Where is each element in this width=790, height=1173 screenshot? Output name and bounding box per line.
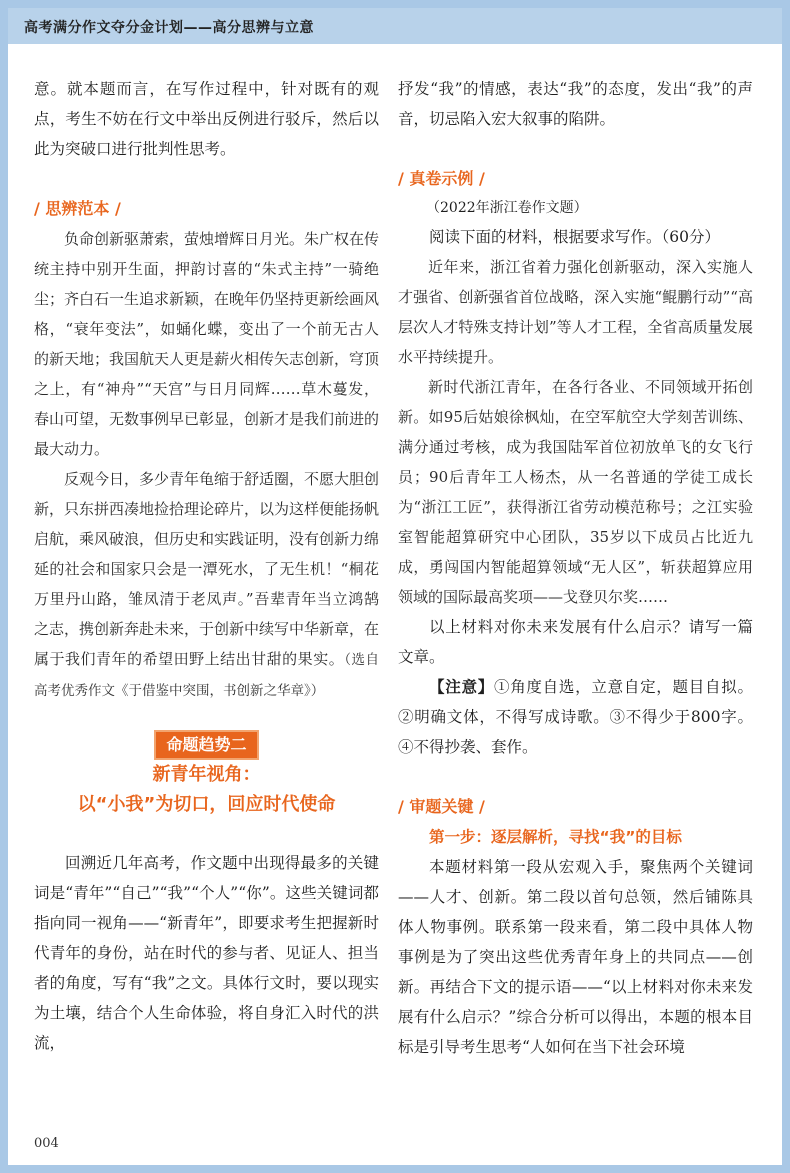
exam-name: （2022年浙江卷作文题）: [426, 200, 588, 216]
section-heading-real: / 真卷示例 /: [398, 169, 485, 188]
note-label: 【注意】: [429, 678, 494, 696]
analysis-paragraph: 本题材料第一段从宏观入手，聚焦两个关键词——人才、创新。第二段以首句总领，然后铺陈具体人物事例。联系第一段来看，第二段中具体人物事例是为了突出这些优秀青年身上的共同点——创新。再结合下文的提示语——“以上材料对你未来发展有什么启示？”综合分析可以得出，本题的根本目标是引导考生思考“人如何在当下社会环境: [398, 858, 753, 1056]
step-one-heading: 第一步：逐层解析，寻找“我”的目标: [429, 828, 682, 846]
exam-notes: [398, 672, 753, 762]
right-column: [398, 74, 753, 1062]
exam-instruction: 阅读下面的材料，根据要求写作。（60分）: [429, 228, 720, 246]
page: [8, 8, 782, 1165]
trend-title-line-1: 新青年视角：: [152, 764, 261, 785]
right-intro: 抒发“我”的情感，表达“我”的态度，发出“我”的声音，切忌陷入宏大叙事的陷阱。: [398, 80, 753, 128]
exam-question: 以上材料对你未来发展有什么启示？请写一篇文章。: [398, 618, 753, 666]
trend-tag: 命题趋势二: [154, 730, 258, 760]
note-text: ①角度自选，立意自定，题目自拟。②明确文体，不得写成诗歌。③不得少于800字。④不得抄袭、套作。: [398, 678, 753, 756]
material-paragraph-1: 近年来，浙江省着力强化创新驱动，深入实施人才强省、创新强省首位战略，深入实施“鲲鹏行动”“高层次人才特殊支持计划”等人才工程，全省高质量发展水平持续提升。: [398, 258, 753, 366]
section-heading-sample: / 思辨范本 /: [34, 199, 121, 218]
trend-paragraph: 回溯近几年高考，作文题中出现得最多的关键词是“青年”“自己”“我”“个人”“你”。这些关键词都指向同一视角——“新青年”，即要求考生把握新时代青年的身份，站在时代的参与者、见证人、担当者的角度，写有“我”之文。具体行文时，要以现实为土壤，结合个人生命体验，将自身汇入时代的洪流，: [34, 854, 379, 1052]
sample-source: （选自高考优秀作文《于借鉴中突围，书创新之华章》）: [34, 652, 379, 699]
sample-paragraph-2: [34, 464, 379, 706]
left-intro: 意。就本题而言，在写作过程中，针对既有的观点，考生不妨在行文中举出反例进行驳斥，然后以此为突破口进行批判性思考。: [34, 80, 379, 158]
section-heading-key: / 审题关键 /: [398, 797, 485, 816]
page-number: 004: [34, 1136, 59, 1151]
book-title: 高考满分作文夺分金计划——高分思辨与立意: [24, 20, 314, 36]
key-heading-label: 审题关键: [409, 797, 474, 816]
sample-paragraph-1: 负命创新驱萧索，萤烛增辉日月光。朱广权在传统主持中别开生面，押韵讨喜的“朱式主持”一骑绝尘；齐白石一生追求新颖，在晚年仍坚持更新绘画风格，“衰年变法”，如蛹化蝶，变出了一个前无古人的新天地；我国航天人更是薪火相传矢志创新，穹顶之上，有“神舟”“天宫”与日月同辉……草木蔓发，春山可望，无数事例早已彰显，创新才是我们前进的最大动力。: [34, 230, 380, 458]
real-heading-label: 真卷示例: [409, 169, 474, 188]
trend-heading-block: [34, 730, 379, 820]
left-column: [34, 74, 379, 1058]
trend-title-line-2: 以“小我”为切口，回应时代使命: [77, 794, 336, 815]
sample-heading-label: 思辨范本: [45, 199, 110, 218]
material-paragraph-2: 新时代浙江青年，在各行各业、不同领域开拓创新。如95后姑娘徐枫灿，在空军航空大学刻苦训练、满分通过考核，成为我国陆军首位初放单飞的女飞行员；90后青年工人杨杰，从一名普通的学徒工成长为“浙江工匠”，获得浙江省劳动模范称号；之江实验室智能超算研究中心团队，35岁以下成员占比近九成，勇闯国内智能超算领域“无人区”，斩获超算应用领域的国际最高奖项——戈登贝尔奖……: [398, 378, 753, 606]
sample-paragraph-2-text: 反观今日，多少青年龟缩于舒适圈，不愿大胆创新，只东拼西凑地捡拾理论碎片，以为这样便能扬帆启航，乘风破浪，但历史和实践证明，没有创新力绵延的社会和国家只会是一潭死水，了无生机！“桐花万里丹山路，雏凤清于老凤声。”吾辈青年当立鸿鹄之志，携创新奔赴未来，于创新中续写中华新章，在属于我们青年的希望田野上结出甘甜的果实。: [34, 470, 380, 668]
running-header: [8, 8, 782, 44]
